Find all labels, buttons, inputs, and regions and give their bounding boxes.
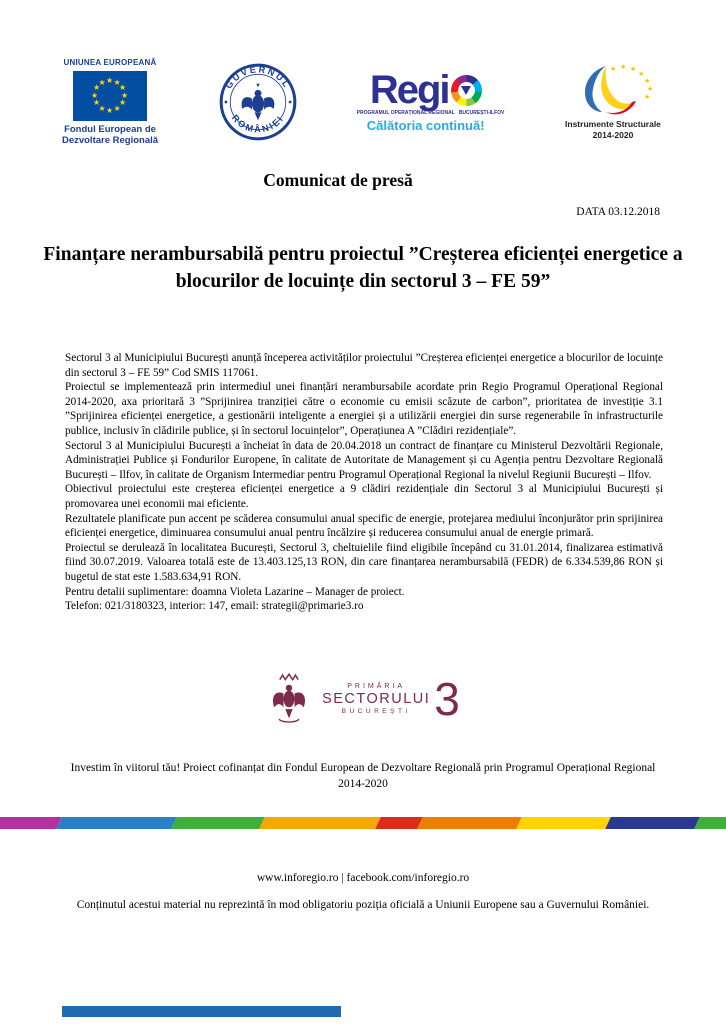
eu-star-icon: ★ bbox=[91, 90, 99, 100]
regio-logo bbox=[356, 68, 505, 133]
links-line: www.inforegio.ro | facebook.com/inforegio.ro bbox=[256, 872, 470, 884]
svg-text:★: ★ bbox=[609, 66, 617, 74]
rainbow-stripe bbox=[0, 817, 726, 829]
svg-text:ROMÂNIEI: ROMÂNIEI bbox=[230, 112, 287, 135]
header-logos bbox=[58, 54, 674, 150]
body-paragraph: Pentru detalii suplimentare: doamna Violeta Lazarine – Manager de proiect. bbox=[65, 585, 405, 598]
body-paragraph: Obiectivul proiectului este creșterea eficienței energetice a 9 clădiri rezidențiale din Sectorul 3 al Municipiului București și promovarea unei economii mai eficiente. bbox=[65, 483, 663, 510]
document-title: Comunicat de presă bbox=[263, 170, 413, 190]
eu-star-icon: ★ bbox=[118, 83, 127, 93]
sector3-crest-icon bbox=[266, 670, 312, 728]
body-paragraph: Telefon: 021/3180323, interior: 147, email: strategii@primarie3.ro bbox=[65, 600, 364, 613]
stripe-segment bbox=[605, 817, 700, 829]
stripe-segment bbox=[516, 817, 611, 829]
eu-flag-icon bbox=[73, 71, 147, 121]
svg-text:★: ★ bbox=[637, 71, 645, 79]
regio-tagline: Călătoria continuă! bbox=[366, 118, 485, 133]
eu-star-icon: ★ bbox=[113, 103, 121, 113]
eu-star-icon: ★ bbox=[113, 77, 121, 87]
is-logo-label: Instrumente Structurale 2014-2020 bbox=[565, 119, 661, 140]
eu-star-icon: ★ bbox=[118, 98, 127, 108]
eu-flag-logo bbox=[58, 58, 162, 147]
svg-text:GUVERNUL: GUVERNUL bbox=[223, 64, 293, 91]
primaria-sector3-logo bbox=[0, 670, 726, 728]
eu-star-icon: ★ bbox=[106, 75, 114, 85]
eu-star-icon: ★ bbox=[106, 105, 114, 115]
eu-logo-title: UNIUNEA EUROPEANĂ bbox=[63, 57, 157, 67]
stripe-segment bbox=[56, 817, 177, 829]
instrumente-structurale-logo bbox=[552, 63, 674, 140]
stripe-segment bbox=[417, 817, 521, 829]
stripe-segment bbox=[171, 817, 265, 829]
svg-text:★: ★ bbox=[646, 86, 654, 94]
svg-text:★: ★ bbox=[643, 78, 651, 86]
date-line: DATA 03.12.2018 bbox=[576, 206, 660, 218]
headline: Finanțare nerambursabilă pentru proiectul ”Creșterea eficienței energetice a blocurilor de locuințe din sectorul 3 – FE 59” bbox=[43, 244, 683, 292]
svg-text:★: ★ bbox=[629, 66, 637, 74]
body-paragraph: Proiectul se implementează prin intermediul unei finanțări nerambursabile acordate prin Regio Programul Operațional Regional 2014-2020, axa prioritară 3 ”Sprijinirea tranziției către o economie cu emisii scăzute de carbon”, prioritatea de investiție 3.1 ”Sprijinirea eficienței energetice, a gestionării inteligente a energiei și a utilizării energiei din surse regenerabile în infrastructurile publice, inclusiv în clădirile publice, și în sectorul locuințelor”, Operațiunea A ”Clădiri rezidențiale”. bbox=[65, 381, 663, 437]
stripe-segment bbox=[259, 817, 380, 829]
body-paragraph: Sectorul 3 al Municipiului București anunță începerea activităților proiectului ”Creșterea eficienței energetice a blocurilor de locuințe din sectorul 3 – FE 59” Cod SMIS 117061. bbox=[65, 352, 663, 379]
body-text bbox=[65, 351, 663, 614]
svg-text:★: ★ bbox=[619, 64, 627, 72]
regio-o-wheel-icon bbox=[451, 75, 482, 106]
cofinance-note: Investim în viitorul tău! Proiect cofinanțat din Fondul European de Dezvoltare Regională prin Programul Operațional Regional 2014-2020 bbox=[70, 762, 656, 790]
stripe-segment bbox=[375, 817, 423, 829]
sector3-number: 3 bbox=[434, 673, 460, 725]
eu-star-icon: ★ bbox=[98, 103, 106, 113]
sector3-logo-text: PRIMĂRIA SECTORULUI BUCUREȘTI 3 bbox=[322, 673, 460, 725]
stripe-segment bbox=[694, 817, 726, 829]
government-seal-icon bbox=[219, 63, 297, 141]
bottom-bar bbox=[62, 1006, 341, 1017]
eu-star-icon: ★ bbox=[98, 77, 106, 87]
stripe-segment bbox=[0, 817, 62, 829]
regio-wordmark: Regi bbox=[357, 71, 495, 109]
eu-logo-subtitle: Fondul European de Dezvoltare Regională bbox=[61, 123, 159, 146]
disclaimer: Conținutul acestui material nu reprezintă în mod obligatoriu poziția oficială a Uniunii Europene sau a Guvernului României. bbox=[76, 899, 650, 911]
body-paragraph: Sectorul 3 al Municipiului București a încheiat în data de 20.04.2018 un contract de finanțare cu Ministerul Dezvoltării Regionale, Administrației Publice și Fondurilor Europene, în calitate de Autoritate de Management și cu Agenția pentru Dezvoltare Regională București – Ilfov, în calitate de Organism Intermediar pentru Programul Operațional Regional la nivelul Regiunii București – Ilfov. bbox=[65, 439, 663, 481]
body-paragraph: Proiectul se derulează în localitatea București, Sectorul 3, cheltuielile fiind eligibile începând cu 31.01.2014, finalizarea estimativă fiind 30.07.2019. Valoarea totală este de 13.403.125,13 RON, din care finanțarea nerambursabilă (FEDR) de 6.334.539,86 RON și bugetul de stat este 1.583.634,91 RON. bbox=[65, 541, 663, 583]
eu-star-icon: ★ bbox=[121, 90, 129, 100]
body-paragraph: Rezultatele planificate pun accent pe scăderea consumului anual specific de energie, protejarea mediului înconjurător prin sprijinirea eficienței energetice, diminuarea consumului anual pentru încălzire și reducerea consumului anual de energie primară. bbox=[65, 512, 663, 540]
eu-star-icon: ★ bbox=[93, 83, 101, 93]
eu-star-icon: ★ bbox=[93, 98, 101, 108]
eagle-icon bbox=[242, 84, 275, 120]
structural-instruments-swoosh-icon bbox=[570, 63, 656, 119]
regio-subtitle: PROGRAMUL OPERAȚIONAL REGIONAL BUCUREȘTI-ILFOV bbox=[356, 110, 505, 116]
guvernul-romaniei-logo bbox=[219, 63, 299, 141]
svg-text:★: ★ bbox=[643, 94, 651, 102]
